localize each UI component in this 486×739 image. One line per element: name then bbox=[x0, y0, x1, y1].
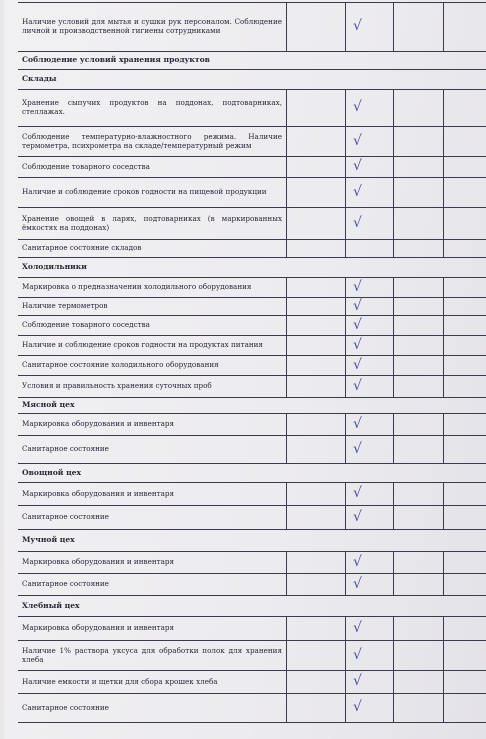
checkmark-icon: √ bbox=[353, 508, 362, 525]
column-divider bbox=[393, 506, 394, 529]
column-divider bbox=[286, 298, 287, 315]
checkmark-icon: √ bbox=[353, 132, 362, 149]
section-title bbox=[22, 398, 486, 413]
column-divider bbox=[286, 617, 287, 640]
row-text: Санитарное состояние bbox=[22, 512, 109, 522]
criterion-label bbox=[22, 574, 282, 595]
column-divider bbox=[286, 336, 287, 355]
row-text: Холодильники bbox=[22, 262, 87, 272]
column-divider bbox=[443, 414, 444, 435]
checklist-row bbox=[18, 552, 486, 574]
section-row bbox=[18, 596, 486, 617]
criterion-label bbox=[22, 178, 282, 207]
checklist-row bbox=[18, 316, 486, 336]
checkmark-icon: √ bbox=[353, 356, 362, 373]
column-divider bbox=[286, 694, 287, 722]
checklist-row bbox=[18, 178, 486, 208]
column-divider bbox=[286, 436, 287, 463]
checkmark-icon: √ bbox=[353, 158, 362, 175]
checkmark-icon: √ bbox=[353, 485, 362, 502]
column-divider bbox=[286, 574, 287, 595]
column-divider bbox=[393, 376, 394, 397]
row-text: Маркировка оборудования и инвентаря bbox=[22, 623, 175, 633]
column-divider bbox=[443, 641, 444, 670]
checklist-row bbox=[18, 436, 486, 464]
row-text: Овощной цех bbox=[22, 467, 82, 477]
checkmark-icon: √ bbox=[353, 278, 362, 295]
column-divider bbox=[443, 436, 444, 463]
row-text: Санитарное состояние bbox=[22, 702, 109, 712]
criterion-label bbox=[22, 671, 282, 693]
column-divider bbox=[345, 356, 346, 375]
column-divider bbox=[345, 336, 346, 355]
checklist-row bbox=[18, 298, 486, 316]
criterion-label bbox=[22, 208, 282, 239]
row-text: Соблюдение товарного соседства bbox=[22, 320, 150, 330]
row-text: Наличие условий для мытья и сушки рук персоналом. Соблюдение личной и производственной гигиены сотрудниками bbox=[22, 17, 282, 35]
criterion-label bbox=[22, 436, 282, 463]
criterion-label bbox=[22, 641, 282, 670]
column-divider bbox=[286, 127, 287, 156]
column-divider bbox=[286, 671, 287, 693]
column-divider bbox=[345, 483, 346, 505]
column-divider bbox=[393, 483, 394, 505]
criterion-label bbox=[22, 240, 282, 257]
row-text: Хранение овощей в ларях, подтоварниках (в маркированных ёмкостях на поддонах) bbox=[22, 213, 282, 232]
criterion-label bbox=[22, 3, 282, 51]
column-divider bbox=[286, 483, 287, 505]
criterion-label bbox=[22, 414, 282, 435]
checklist-row bbox=[18, 694, 486, 723]
column-divider bbox=[345, 414, 346, 435]
column-divider bbox=[286, 414, 287, 435]
column-divider bbox=[393, 574, 394, 595]
checklist-row bbox=[18, 376, 486, 398]
checklist-row bbox=[18, 574, 486, 596]
checklist-row bbox=[18, 356, 486, 376]
section-title bbox=[22, 596, 486, 616]
column-divider bbox=[443, 506, 444, 529]
column-divider bbox=[443, 671, 444, 693]
criterion-label bbox=[22, 336, 282, 355]
section-row bbox=[18, 258, 486, 278]
column-divider bbox=[393, 641, 394, 670]
checkmark-icon: √ bbox=[353, 619, 362, 636]
column-divider bbox=[393, 414, 394, 435]
column-divider bbox=[443, 298, 444, 315]
column-divider bbox=[393, 298, 394, 315]
column-divider bbox=[345, 617, 346, 640]
column-divider bbox=[443, 3, 444, 51]
column-divider bbox=[345, 506, 346, 529]
column-divider bbox=[345, 316, 346, 335]
criterion-label bbox=[22, 127, 282, 156]
column-divider bbox=[443, 208, 444, 239]
section-title bbox=[22, 464, 486, 482]
row-text: Маркировка оборудования и инвентаря bbox=[22, 557, 175, 567]
checkmark-icon: √ bbox=[353, 415, 362, 432]
checklist-row bbox=[18, 336, 486, 356]
checkmark-icon: √ bbox=[353, 377, 362, 394]
section-title bbox=[22, 51, 486, 69]
checkmark-icon: √ bbox=[353, 336, 362, 353]
checkmark-icon: √ bbox=[353, 673, 362, 690]
checklist-row bbox=[18, 483, 486, 506]
column-divider bbox=[393, 90, 394, 126]
column-divider bbox=[393, 694, 394, 722]
row-text: Склады bbox=[22, 74, 57, 84]
row-text: Мучной цех bbox=[22, 535, 75, 545]
column-divider bbox=[393, 208, 394, 239]
checkmark-icon: √ bbox=[353, 646, 362, 663]
column-divider bbox=[345, 574, 346, 595]
checklist-row bbox=[18, 2, 486, 52]
criterion-label bbox=[22, 483, 282, 505]
criterion-label bbox=[22, 157, 282, 177]
column-divider bbox=[345, 376, 346, 397]
column-divider bbox=[286, 506, 287, 529]
row-text: Мясной цех bbox=[22, 400, 75, 410]
row-text: Хранение сыпучих продуктов на поддонах, подтоварниках, стеллажах. bbox=[22, 98, 282, 116]
column-divider bbox=[443, 356, 444, 375]
criterion-label bbox=[22, 278, 282, 297]
checkmark-icon: √ bbox=[353, 316, 362, 333]
row-text: Условия и правильность хранения суточных проб bbox=[22, 381, 212, 391]
section-row bbox=[18, 70, 486, 90]
column-divider bbox=[286, 157, 287, 177]
column-divider bbox=[393, 278, 394, 297]
column-divider bbox=[345, 552, 346, 573]
column-divider bbox=[286, 356, 287, 375]
column-divider bbox=[443, 316, 444, 335]
row-text: Наличие емкости и щетки для сбора крошек хлеба bbox=[22, 676, 218, 686]
checklist-row bbox=[18, 414, 486, 436]
column-divider bbox=[443, 483, 444, 505]
checkmark-icon: √ bbox=[353, 183, 362, 200]
column-divider bbox=[286, 316, 287, 335]
column-divider bbox=[286, 178, 287, 207]
column-divider bbox=[286, 641, 287, 670]
checklist-row bbox=[18, 671, 486, 694]
column-divider bbox=[345, 298, 346, 315]
row-text: Соблюдение температурно-влажностного режима. Наличие термометра, психрометра на складе/температурный режим bbox=[22, 131, 282, 150]
criterion-label bbox=[22, 694, 282, 722]
checklist-row bbox=[18, 208, 486, 240]
row-text: Санитарное состояние bbox=[22, 444, 109, 454]
column-divider bbox=[393, 436, 394, 463]
section-title bbox=[22, 258, 486, 277]
column-divider bbox=[443, 552, 444, 573]
row-text: Соблюдение товарного соседства bbox=[22, 161, 150, 171]
checklist-sheet bbox=[4, 0, 486, 739]
column-divider bbox=[286, 240, 287, 257]
column-divider bbox=[443, 278, 444, 297]
checklist-row bbox=[18, 240, 486, 258]
column-divider bbox=[345, 671, 346, 693]
column-divider bbox=[345, 278, 346, 297]
section-row bbox=[18, 51, 486, 70]
checkmark-icon: √ bbox=[353, 18, 362, 35]
column-divider bbox=[443, 617, 444, 640]
column-divider bbox=[443, 178, 444, 207]
section-title bbox=[22, 530, 486, 551]
column-divider bbox=[286, 376, 287, 397]
checklist-row bbox=[18, 157, 486, 178]
column-divider bbox=[345, 178, 346, 207]
column-divider bbox=[443, 240, 444, 257]
section-row bbox=[18, 398, 486, 414]
column-divider bbox=[393, 356, 394, 375]
column-divider bbox=[393, 336, 394, 355]
section-row bbox=[18, 530, 486, 552]
column-divider bbox=[393, 3, 394, 51]
checkmark-icon: √ bbox=[353, 297, 362, 314]
section-row bbox=[18, 464, 486, 483]
checklist-row bbox=[18, 90, 486, 127]
column-divider bbox=[443, 376, 444, 397]
criterion-label bbox=[22, 506, 282, 529]
checkmark-icon: √ bbox=[353, 214, 362, 231]
checklist-row bbox=[18, 617, 486, 641]
column-divider bbox=[443, 127, 444, 156]
column-divider bbox=[345, 127, 346, 156]
column-divider bbox=[393, 671, 394, 693]
column-divider bbox=[393, 157, 394, 177]
column-divider bbox=[345, 157, 346, 177]
row-text: Хлебный цех bbox=[22, 600, 80, 610]
checkmark-icon: √ bbox=[353, 699, 362, 716]
criterion-label bbox=[22, 298, 282, 315]
row-text: Маркировка оборудования и инвентаря bbox=[22, 419, 175, 429]
row-text: Наличие термометров bbox=[22, 301, 108, 311]
column-divider bbox=[345, 90, 346, 126]
checkmark-icon: √ bbox=[353, 440, 362, 457]
checkmark-icon: √ bbox=[353, 553, 362, 570]
column-divider bbox=[443, 90, 444, 126]
column-divider bbox=[393, 178, 394, 207]
column-divider bbox=[443, 574, 444, 595]
criterion-label bbox=[22, 376, 282, 397]
row-text: Наличие и соблюдение сроков годности на пищевой продукции bbox=[22, 187, 267, 197]
column-divider bbox=[443, 336, 444, 355]
checklist-row bbox=[18, 278, 486, 298]
column-divider bbox=[393, 240, 394, 257]
column-divider bbox=[443, 694, 444, 722]
criterion-label bbox=[22, 552, 282, 573]
checkmark-icon: √ bbox=[353, 575, 362, 592]
column-divider bbox=[345, 694, 346, 722]
criterion-label bbox=[22, 90, 282, 126]
checkmark-icon: √ bbox=[353, 99, 362, 116]
column-divider bbox=[393, 552, 394, 573]
column-divider bbox=[345, 208, 346, 239]
row-text: Соблюдение условий хранения продуктов bbox=[22, 54, 210, 64]
checklist-row bbox=[18, 641, 486, 671]
column-divider bbox=[345, 436, 346, 463]
column-divider bbox=[393, 316, 394, 335]
section-title bbox=[22, 70, 486, 89]
column-divider bbox=[443, 157, 444, 177]
criterion-label bbox=[22, 316, 282, 335]
row-text: Санитарное состояние складов bbox=[22, 243, 142, 253]
criterion-label bbox=[22, 617, 282, 640]
column-divider bbox=[393, 127, 394, 156]
row-text: Наличие 1% раствора уксуса для обработки полок для хранения хлеба bbox=[22, 645, 282, 664]
column-divider bbox=[286, 552, 287, 573]
column-divider bbox=[286, 3, 287, 51]
row-text: Маркировка оборудования и инвентаря bbox=[22, 488, 175, 498]
row-text: Санитарное состояние холодильного оборудования bbox=[22, 360, 219, 370]
column-divider bbox=[286, 278, 287, 297]
row-text: Маркировка о предназначении холодильного оборудования bbox=[22, 282, 252, 292]
column-divider bbox=[345, 240, 346, 257]
column-divider bbox=[286, 208, 287, 239]
column-divider bbox=[345, 641, 346, 670]
column-divider bbox=[345, 3, 346, 51]
row-text: Наличие и соблюдение сроков годности на продуктах питания bbox=[22, 340, 263, 350]
column-divider bbox=[286, 90, 287, 126]
checklist-row bbox=[18, 506, 486, 530]
column-divider bbox=[393, 617, 394, 640]
row-text: Санитарное состояние bbox=[22, 579, 109, 589]
criterion-label bbox=[22, 356, 282, 375]
checklist-row bbox=[18, 127, 486, 157]
